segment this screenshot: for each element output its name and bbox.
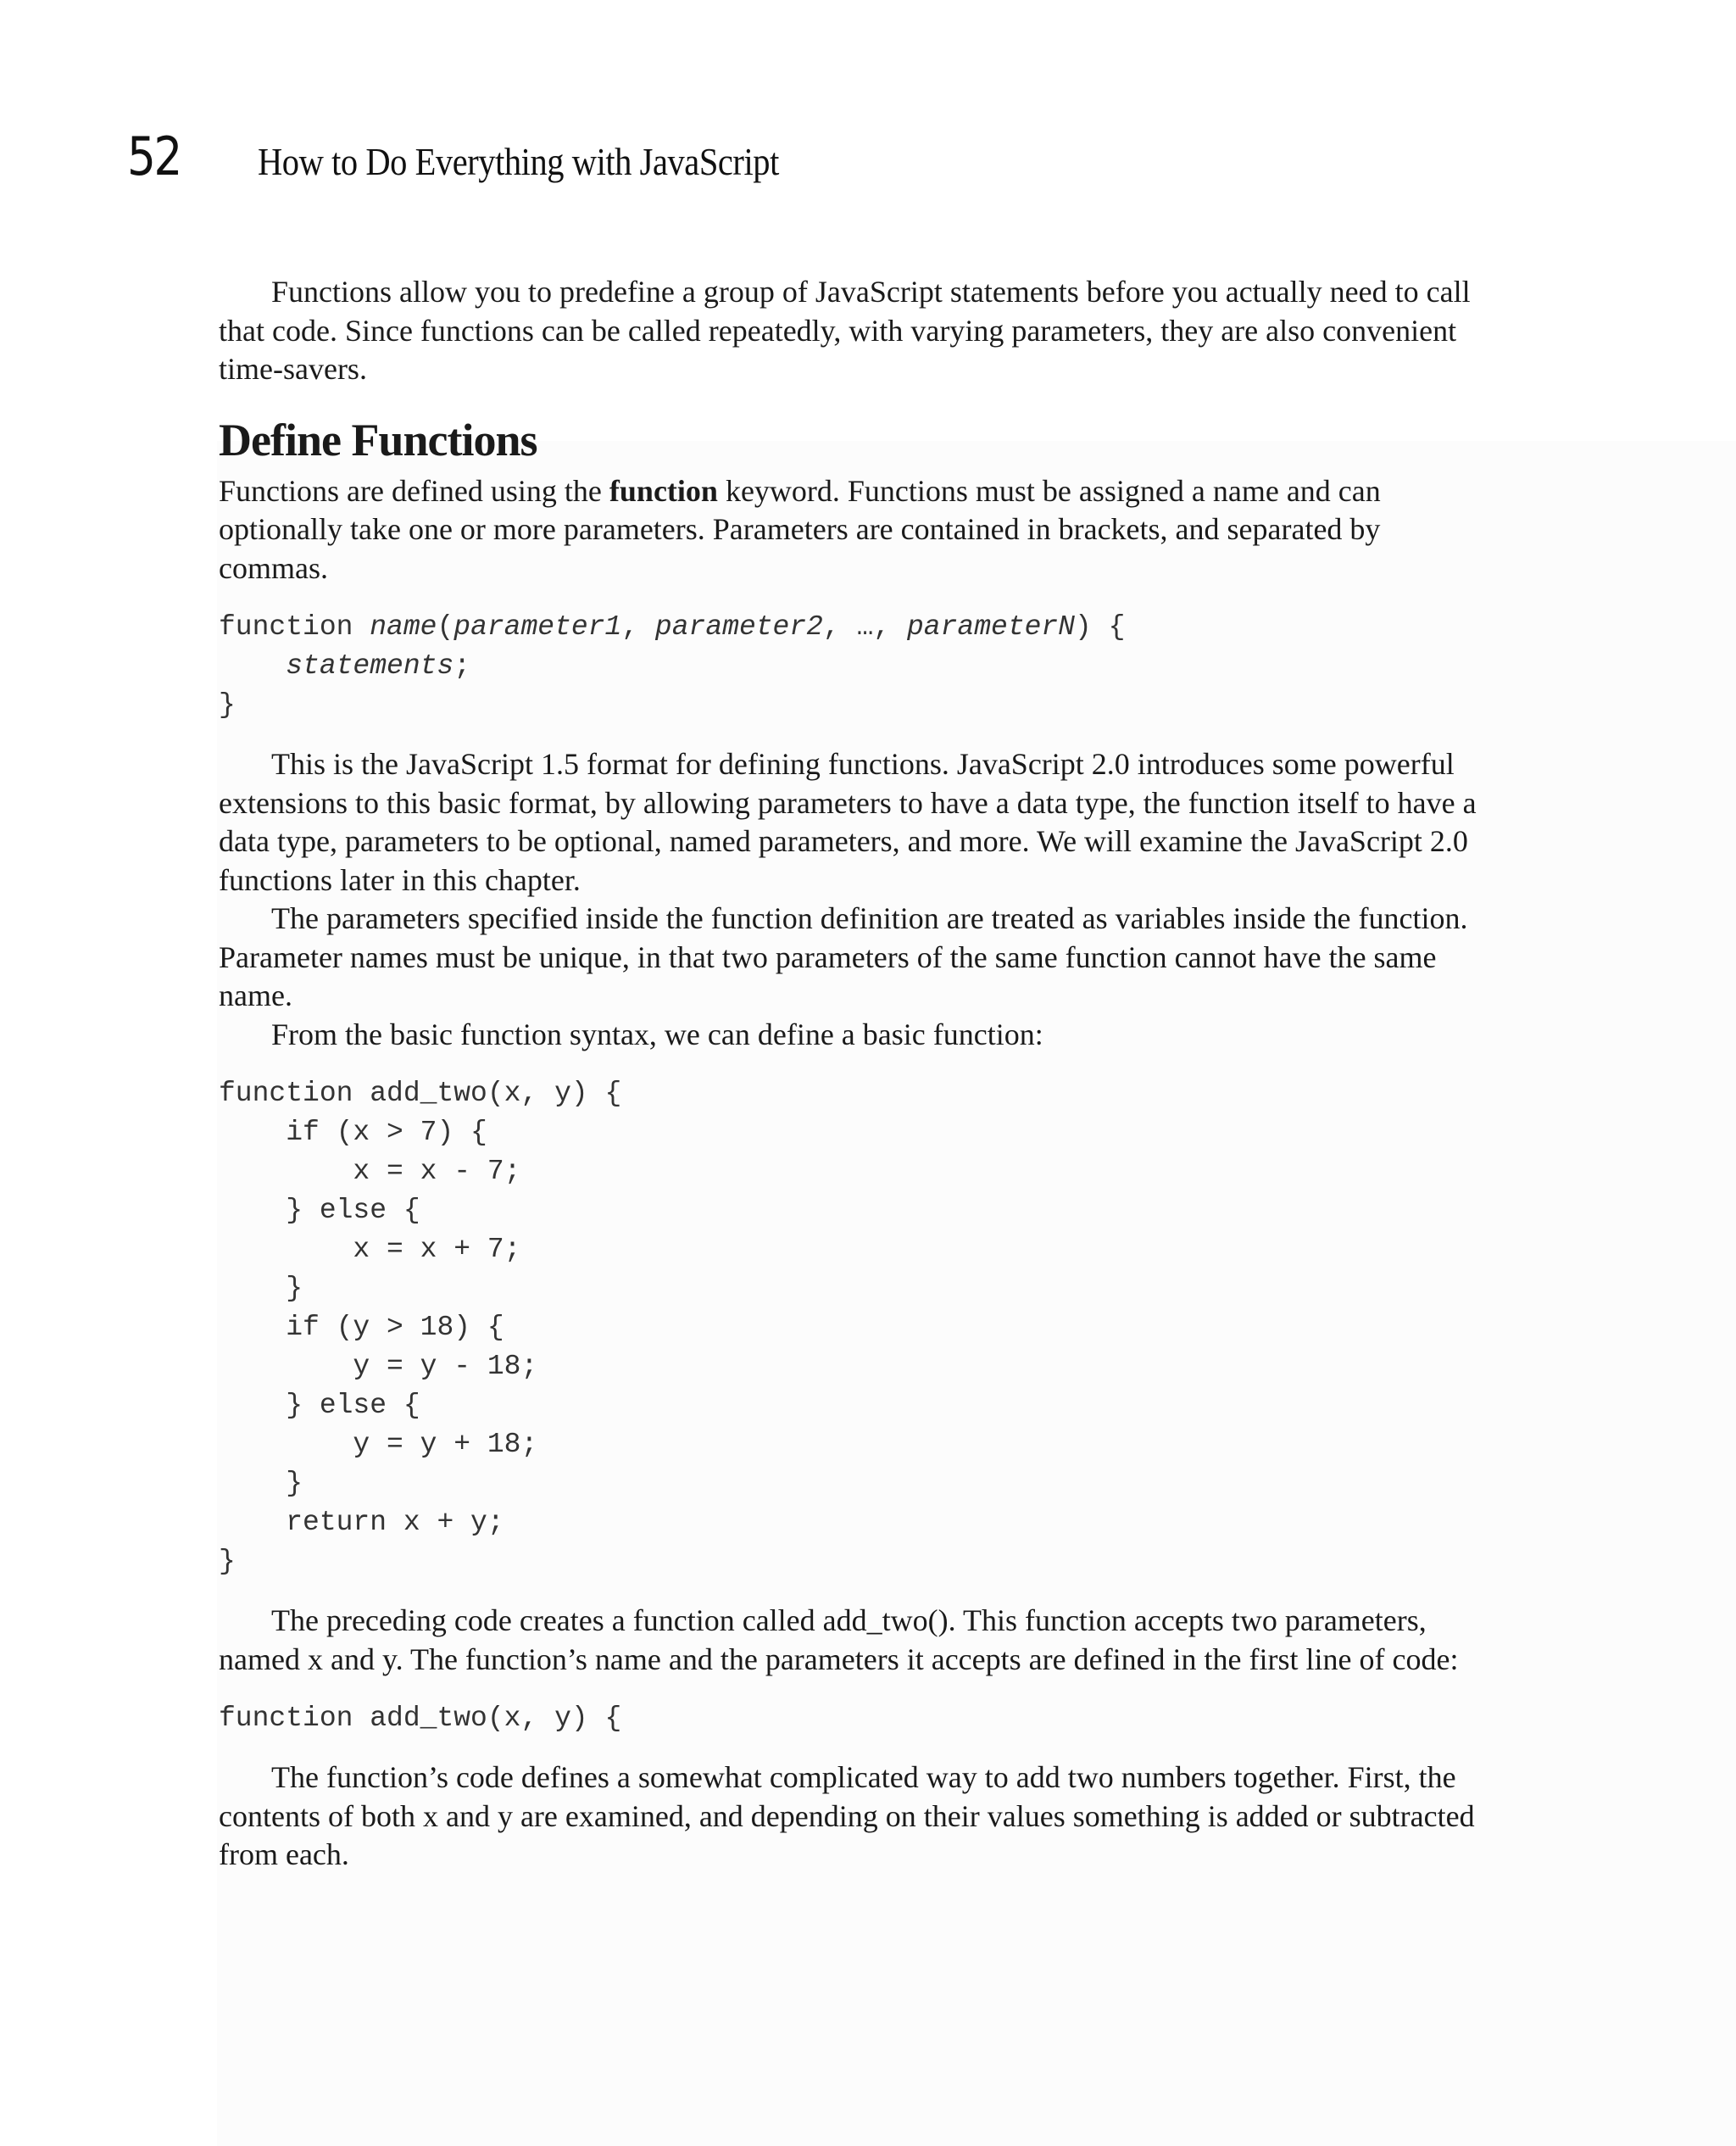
syntax-close: ) { xyxy=(1075,611,1126,643)
syntax-name: name xyxy=(370,611,437,643)
syntax-indent xyxy=(219,650,286,682)
section-heading: Define Functions xyxy=(219,414,537,465)
page-number: 52 xyxy=(127,125,181,187)
syntax-code-block xyxy=(219,608,1490,725)
page-body xyxy=(219,273,1490,1875)
body-paragraph-2: The parameters specified inside the function definition are treated as variables inside the function. Parameter names must be unique, in that two parameters of the same function cannot have the same name. xyxy=(219,901,1468,1012)
body-paragraph-4: The preceding code creates a function called add_two(). This function accepts two parameters, named x and y. The function’s name and the parameters it accepts are defined in the first line of code: xyxy=(219,1603,1459,1676)
lead-text-end: keyword. Functions must be assigned a name and can optionally take one or more parameters. Parameters are contained in brackets, and separated by commas. xyxy=(219,473,1381,585)
running-title: How to Do Everything with JavaScript xyxy=(258,140,779,183)
lead-text-start: Functions are defined using the xyxy=(219,473,609,508)
lead-keyword: function xyxy=(609,473,718,508)
syntax-separator-1: , xyxy=(621,611,655,643)
body-paragraph-1: This is the JavaScript 1.5 format for defining functions. JavaScript 2.0 introduces some powerful extensions to this basic format, by allowing parameters to have a data type, the function itself to have a data type, parameters to be optional, named parameters, and more. We will examine the JavaScript 2.0 functions later in this chapter. xyxy=(219,747,1477,897)
example-code-block: function add_two(x, y) { if (x > 7) { x = x - 7; } else { x = x + 7; } if (y > 18) { y = y - 18; } else { y = y + 18; } return x + y; } xyxy=(219,1078,622,1577)
syntax-keyword: function xyxy=(219,611,370,643)
syntax-open-paren: ( xyxy=(437,611,454,643)
syntax-statements: statements xyxy=(286,650,454,682)
section-lead-paragraph xyxy=(219,472,1490,588)
syntax-param-1: parameter1 xyxy=(453,611,622,643)
body-paragraph-5: The function’s code defines a somewhat complicated way to add two numbers together. First, the contents of both x and y are examined, and depending on their values something is added or subtracted from each. xyxy=(219,1760,1475,1871)
intro-paragraph: Functions allow you to predefine a group of JavaScript statements before you actually need to call that code. Since functions can be called repeatedly, with varying parameters, they are also convenient time-savers. xyxy=(219,275,1471,386)
syntax-semicolon: ; xyxy=(453,650,471,682)
syntax-closing-brace: } xyxy=(219,689,236,721)
body-paragraph-3: From the basic function syntax, we can define a basic function: xyxy=(271,1017,1043,1051)
syntax-param-2: parameter2 xyxy=(654,611,823,643)
syntax-param-n: parameterN xyxy=(907,611,1076,643)
syntax-separator-2: , …, xyxy=(822,611,907,643)
first-line-code-block: function add_two(x, y) { xyxy=(219,1703,622,1734)
